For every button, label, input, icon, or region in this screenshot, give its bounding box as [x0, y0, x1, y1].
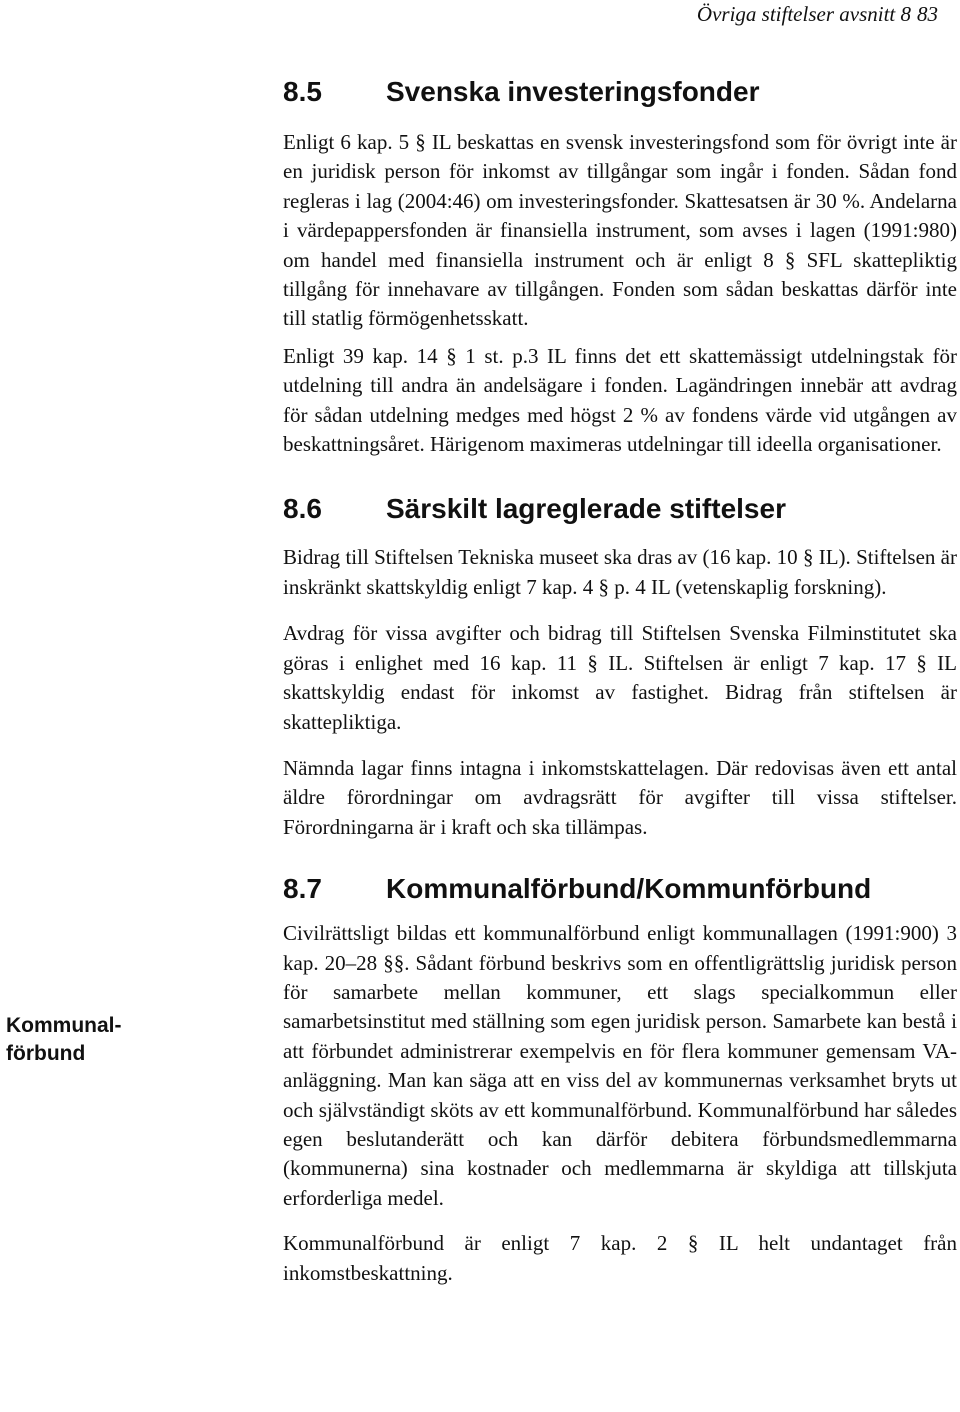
paragraph: Kommunalförbund är enligt 7 kap. 2 § IL helt undantaget från inkomstbeskattning. [283, 1231, 957, 1285]
main-text-column [283, 72, 957, 1288]
margin-note-line-1: Kommunal- [6, 1014, 122, 1037]
running-header [697, 2, 938, 27]
section-heading-8-6 [283, 489, 957, 529]
section-heading-8-7 [283, 869, 957, 909]
paragraph: Avdrag för vissa avgifter och bidrag till Stiftelsen Svenska Filminstitutet ska göras i enlighet med 16 kap. 11 § IL. Stiftelsen är enligt 7 kap. 17 § IL skattskyldig endast för inkomst av fastighet. Bidrag från stiftelsen är skattepliktiga. [283, 621, 957, 734]
paragraph: Enligt 6 kap. 5 § IL beskattas en svensk investeringsfond som för övrigt inte är en juridisk person för inkomst av tillgångar som ingår i fonden. Sådan fond regleras i lag (2004:46) om investeringsfonder. Skattesatsen är 30 %. Andelarna i värdepappersfonden är finansiella instrument, som avses i lagen (1991:980) om handel med finansiella instrument och är enligt 8 § SFL skattepliktig tillgång för innehavare av tillgången. Fonden som sådan beskattas därför inte till statlig förmögenhetsskatt. [283, 130, 957, 331]
section-number: 8.5 [283, 76, 322, 107]
paragraph: Enligt 39 kap. 14 § 1 st. p.3 IL finns det ett skattemässigt utdelningstak för utdelning till andra än andelsägare i fonden. Lagändringen innebär att avdrag för sådan utdelning medges med högst 2 % av fondens värde vid utgången av beskattningsåret. Härigenom maximeras utdelningar till ideella organisationer. [283, 343, 957, 457]
section-heading-8-5 [283, 72, 957, 112]
paragraph: Nämnda lagar finns intagna i inkomstskattelagen. Där redovisas även ett antal äldre förordningar om avdragsrätt för avgifter till vissa stiftelser. Förordningarna är i kraft och ska tillämpas. [283, 755, 957, 839]
section-title: Svenska investeringsfonder [386, 76, 760, 107]
section-number: 8.6 [283, 493, 322, 525]
margin-note [6, 1012, 156, 1068]
margin-note-line-2: förbund [6, 1042, 86, 1065]
section-title: Kommunalförbund/Kommunförbund [386, 873, 872, 905]
section-title: Särskilt lagreglerade stiftelser [386, 493, 786, 525]
section-number: 8.7 [283, 873, 322, 905]
page-number: 83 [917, 2, 938, 26]
paragraph: Bidrag till Stiftelsen Tekniska museet ska dras av (16 kap. 10 § IL). Stiftelsen är inskränkt skattskyldig enligt 7 kap. 4 § p. 4 IL (vetenskaplig forskning). [283, 545, 957, 599]
paragraph: Civilrättsligt bildas ett kommunalförbund enligt kommunallagen (1991:900) 3 kap. 20–28 §§. Sådant förbund beskrivs som en offentligrättslig juridisk person för samarbete mellan kommuner, ett slags specialkommun eller samarbetsinstitut med ställning som egen juridisk person. Samarbete kan bestå i att förbundet administrerar exempelvis en för flera kommuner gemensam VA-anläggning. Man kan säga att en viss del av kommunernas verksamhet bryts ut och självständigt sköts av ett kommunalförbund. Kommunalförbund har således egen beslutanderätt och kan därför debitera förbundsmedlemmarna (kommunerna) sina kostnader och medlemmarna är skyldiga att tillskjuta erforderliga medel. [283, 921, 957, 1210]
header-label: Övriga stiftelser avsnitt 8 [696, 2, 911, 26]
